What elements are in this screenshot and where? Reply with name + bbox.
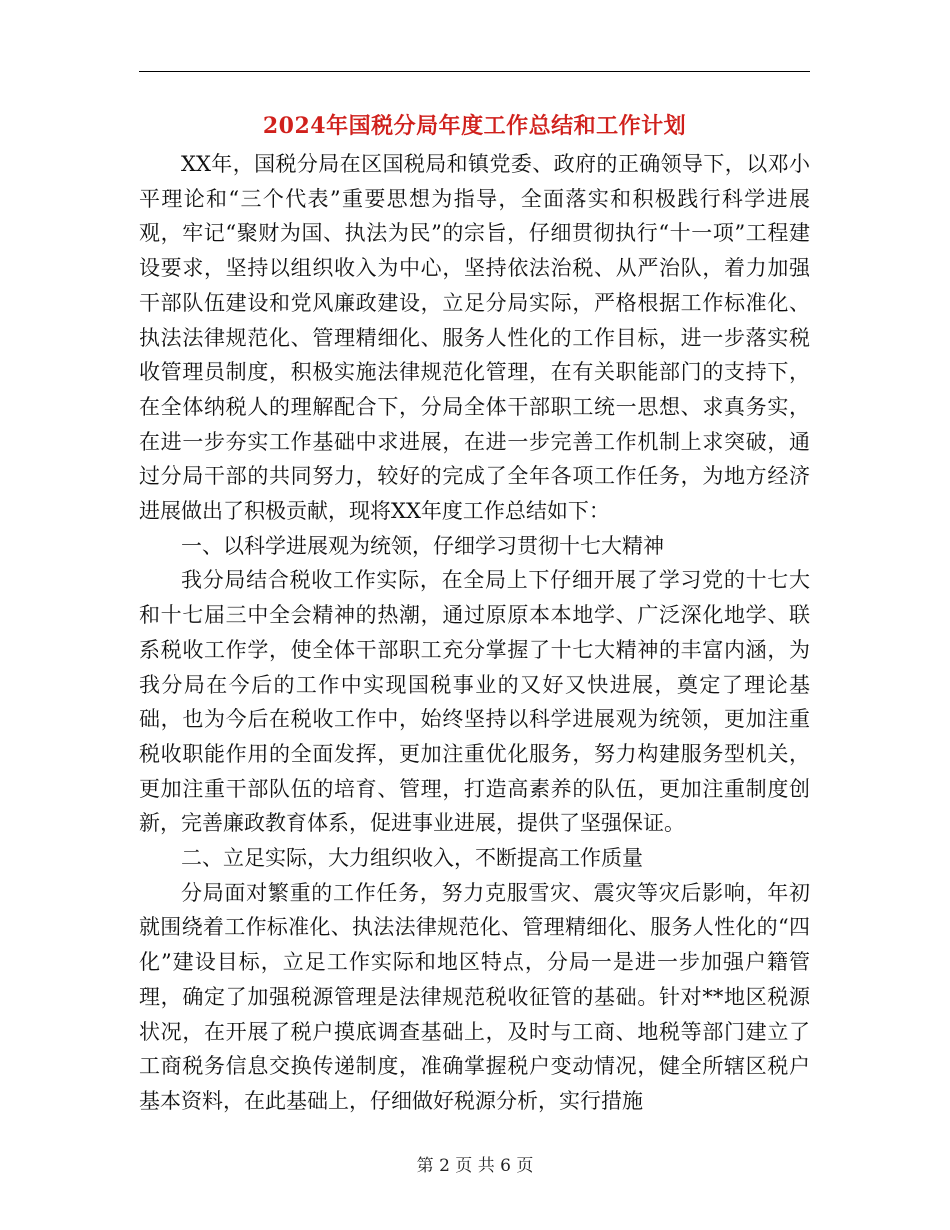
section-heading-1: 一、以科学进展观为统领，仔细学习贯彻十七大精神 <box>181 533 664 558</box>
page-number: 第 2 页 共 6 页 <box>416 1156 534 1176</box>
document-body <box>139 147 810 1119</box>
document-title: 2024年国税分局年度工作总结和工作计划 <box>262 113 687 139</box>
paragraph-section-1: 我分局结合税收工作实际，在全局上下仔细开展了学习党的十七大和十七届三中全会精神的热潮，通过原原本本地学、广泛深化地学、联系税收工作学，使全体干部职工充分掌握了十七大精神的丰富内涵，为我分局在今后的工作中实现国税事业的又好又快进展，奠定了理论基础，也为今后在税收工作中，始终坚持以科学进展观为统领，更加注重税收职能作用的全面发挥，更加注重优化服务，努力构建服务型机关，更加注重干部队伍的培育、管理，打造高素养的队伍，更加注重制度创新，完善廉政教育体系，促进事业进展，提供了坚强保证。 <box>139 568 810 836</box>
section-heading-2: 二、立足实际，大力组织收入，不断提高工作质量 <box>181 846 643 871</box>
header-rule <box>139 71 810 72</box>
paragraph-intro: XX年，国税分局在区国税局和镇党委、政府的正确领导下，以邓小平理论和“三个代表”重要思想为指导，全面落实和积极践行科学进展观，牢记“聚财为国、执法为民”的宗旨，仔细贯彻执行“十一项”工程建设要求，坚持以组织收入为中心，坚持依法治税、从严治队，着力加强干部队伍建设和党风廉政建设，立足分局实际，严格根据工作标准化、执法法律规范化、管理精细化、服务人性化的工作目标，进一步落实税收管理员制度，积极实施法律规范化管理，在有关职能部门的支持下，在全体纳税人的理解配合下，分局全体干部职工统一思想、求真务实，在进一步夯实工作基础中求进展，在进一步完善工作机制上求突破，通过分局干部的共同努力，较好的完成了全年各项工作任务，为地方经济进展做出了积极贡献，现将XX年度工作总结如下： <box>139 152 810 524</box>
paragraph-section-2: 分局面对繁重的工作任务，努力克服雪灾、震灾等灾后影响，年初就围绕着工作标准化、执法法律规范化、管理精细化、服务人性化的“四化”建设目标，立足工作实际和地区特点，分局一是进一步加强户籍管理，确定了加强税源管理是法律规范税收征管的基础。针对**地区税源状况，在开展了税户摸底调查基础上，及时与工商、地税等部门建立了工商税务信息交换传递制度，准确掌握税户变动情况，健全所辖区税户基本资料，在此基础上，仔细做好税源分析，实行措施 <box>139 880 810 1113</box>
